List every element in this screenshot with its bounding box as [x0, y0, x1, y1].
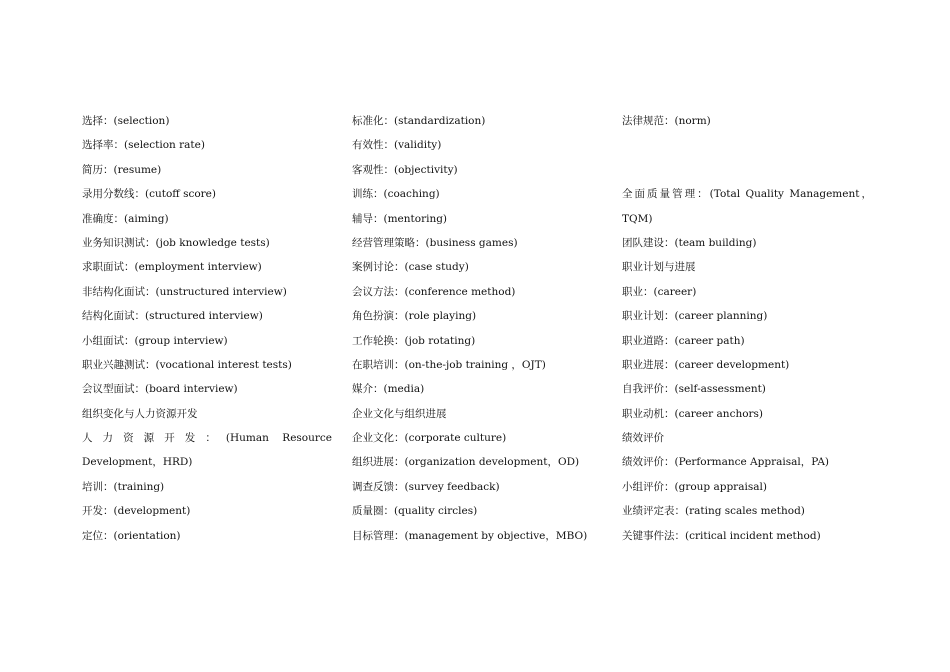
section-heading: 企业文化与组织进展	[352, 407, 447, 420]
glossary-entry: 职业进展：(career development)	[622, 358, 790, 371]
blank-line	[622, 158, 872, 182]
glossary-entry: 求职面试：(employment interview)	[82, 261, 262, 274]
glossary-entry: 录用分数线：(cutoff score)	[82, 188, 216, 201]
glossary-entry: 职业计划：(career planning)	[622, 310, 768, 323]
glossary-entry: 质量圈：(quality circles)	[352, 505, 478, 518]
glossary-entry: 职业：(career)	[622, 285, 697, 298]
glossary-entry: 职业动机：(career anchors)	[622, 407, 764, 420]
glossary-entry: 选择率：(selection rate)	[82, 139, 205, 152]
glossary-entry: 团队建设：(team building)	[622, 236, 757, 249]
glossary-entry: 目标管理：(management by objective，MBO)	[352, 529, 588, 542]
glossary-column-1	[82, 109, 332, 548]
glossary-entry: 人力资源开发：(Human Resource Development，HRD)	[82, 432, 332, 469]
glossary-entry: 非结构化面试：(unstructured interview)	[82, 285, 287, 298]
glossary-entry: 训练：(coaching)	[352, 188, 440, 201]
glossary-entry: 关键事件法：(critical incident method)	[622, 529, 821, 542]
glossary-entry: 组织进展：(organization development，OD)	[352, 456, 580, 469]
glossary-entry: 选择：(selection)	[82, 115, 170, 127]
glossary-entry: 全面质量管理：(Total Quality Management，TQM)	[622, 188, 872, 225]
blank-line	[622, 133, 872, 157]
glossary-entry: 绩效评价：(Performance Appraisal，PA)	[622, 456, 830, 469]
glossary-entry: 工作轮换：(job rotating)	[352, 334, 476, 347]
glossary-entry: 简历：(resume)	[82, 163, 162, 176]
glossary-entry: 职业兴趣测试：(vocational interest tests)	[82, 358, 292, 371]
glossary-entry: 企业文化：(corporate culture)	[352, 432, 507, 445]
glossary-entry: 业绩评定表：(rating scales method)	[622, 505, 805, 518]
glossary-entry: 准确度：(aiming)	[82, 212, 169, 225]
glossary-entry: 案例讨论：(case study)	[352, 261, 469, 274]
glossary-column-2	[352, 109, 602, 548]
glossary-entry: 开发：(development)	[82, 505, 191, 518]
glossary-entry: 小组面试：(group interview)	[82, 334, 228, 347]
glossary-entry: 会议型面试：(board interview)	[82, 383, 238, 396]
glossary-entry: 结构化面试：(structured interview)	[82, 310, 263, 323]
glossary-entry: 会议方法：(conference method)	[352, 285, 516, 298]
glossary-entry: 小组评价：(group appraisal)	[622, 480, 767, 493]
glossary-entry: 调查反馈：(survey feedback)	[352, 480, 500, 493]
glossary-entry: 经营管理策略：(business games)	[352, 236, 518, 249]
glossary-entry: 媒介：(media)	[352, 383, 425, 396]
glossary-entry: 定位：(orientation)	[82, 529, 181, 542]
glossary-entry: 标准化：(standardization)	[352, 115, 486, 127]
glossary-entry: 自我评价：(self-assessment)	[622, 383, 766, 396]
glossary-entry: 角色扮演：(role playing)	[352, 310, 477, 323]
glossary-entry: 法律规范：(norm)	[622, 115, 711, 127]
section-heading: 组织变化与人力资源开发	[82, 407, 198, 420]
glossary-entry: 有效性：(validity)	[352, 139, 442, 152]
section-heading: 职业计划与进展	[622, 261, 696, 274]
glossary-column-3	[622, 109, 872, 548]
glossary-entry: 客观性：(objectivity)	[352, 163, 458, 176]
glossary-entry: 职业道路：(career path)	[622, 334, 745, 347]
section-heading: 绩效评价	[622, 432, 664, 445]
glossary-entry: 在职培训：(on-the-job training ，OJT)	[352, 358, 546, 371]
glossary-entry: 业务知识测试：(job knowledge tests)	[82, 236, 270, 249]
glossary-entry: 培训：(training)	[82, 480, 165, 493]
glossary-entry: 辅导：(mentoring)	[352, 212, 448, 225]
